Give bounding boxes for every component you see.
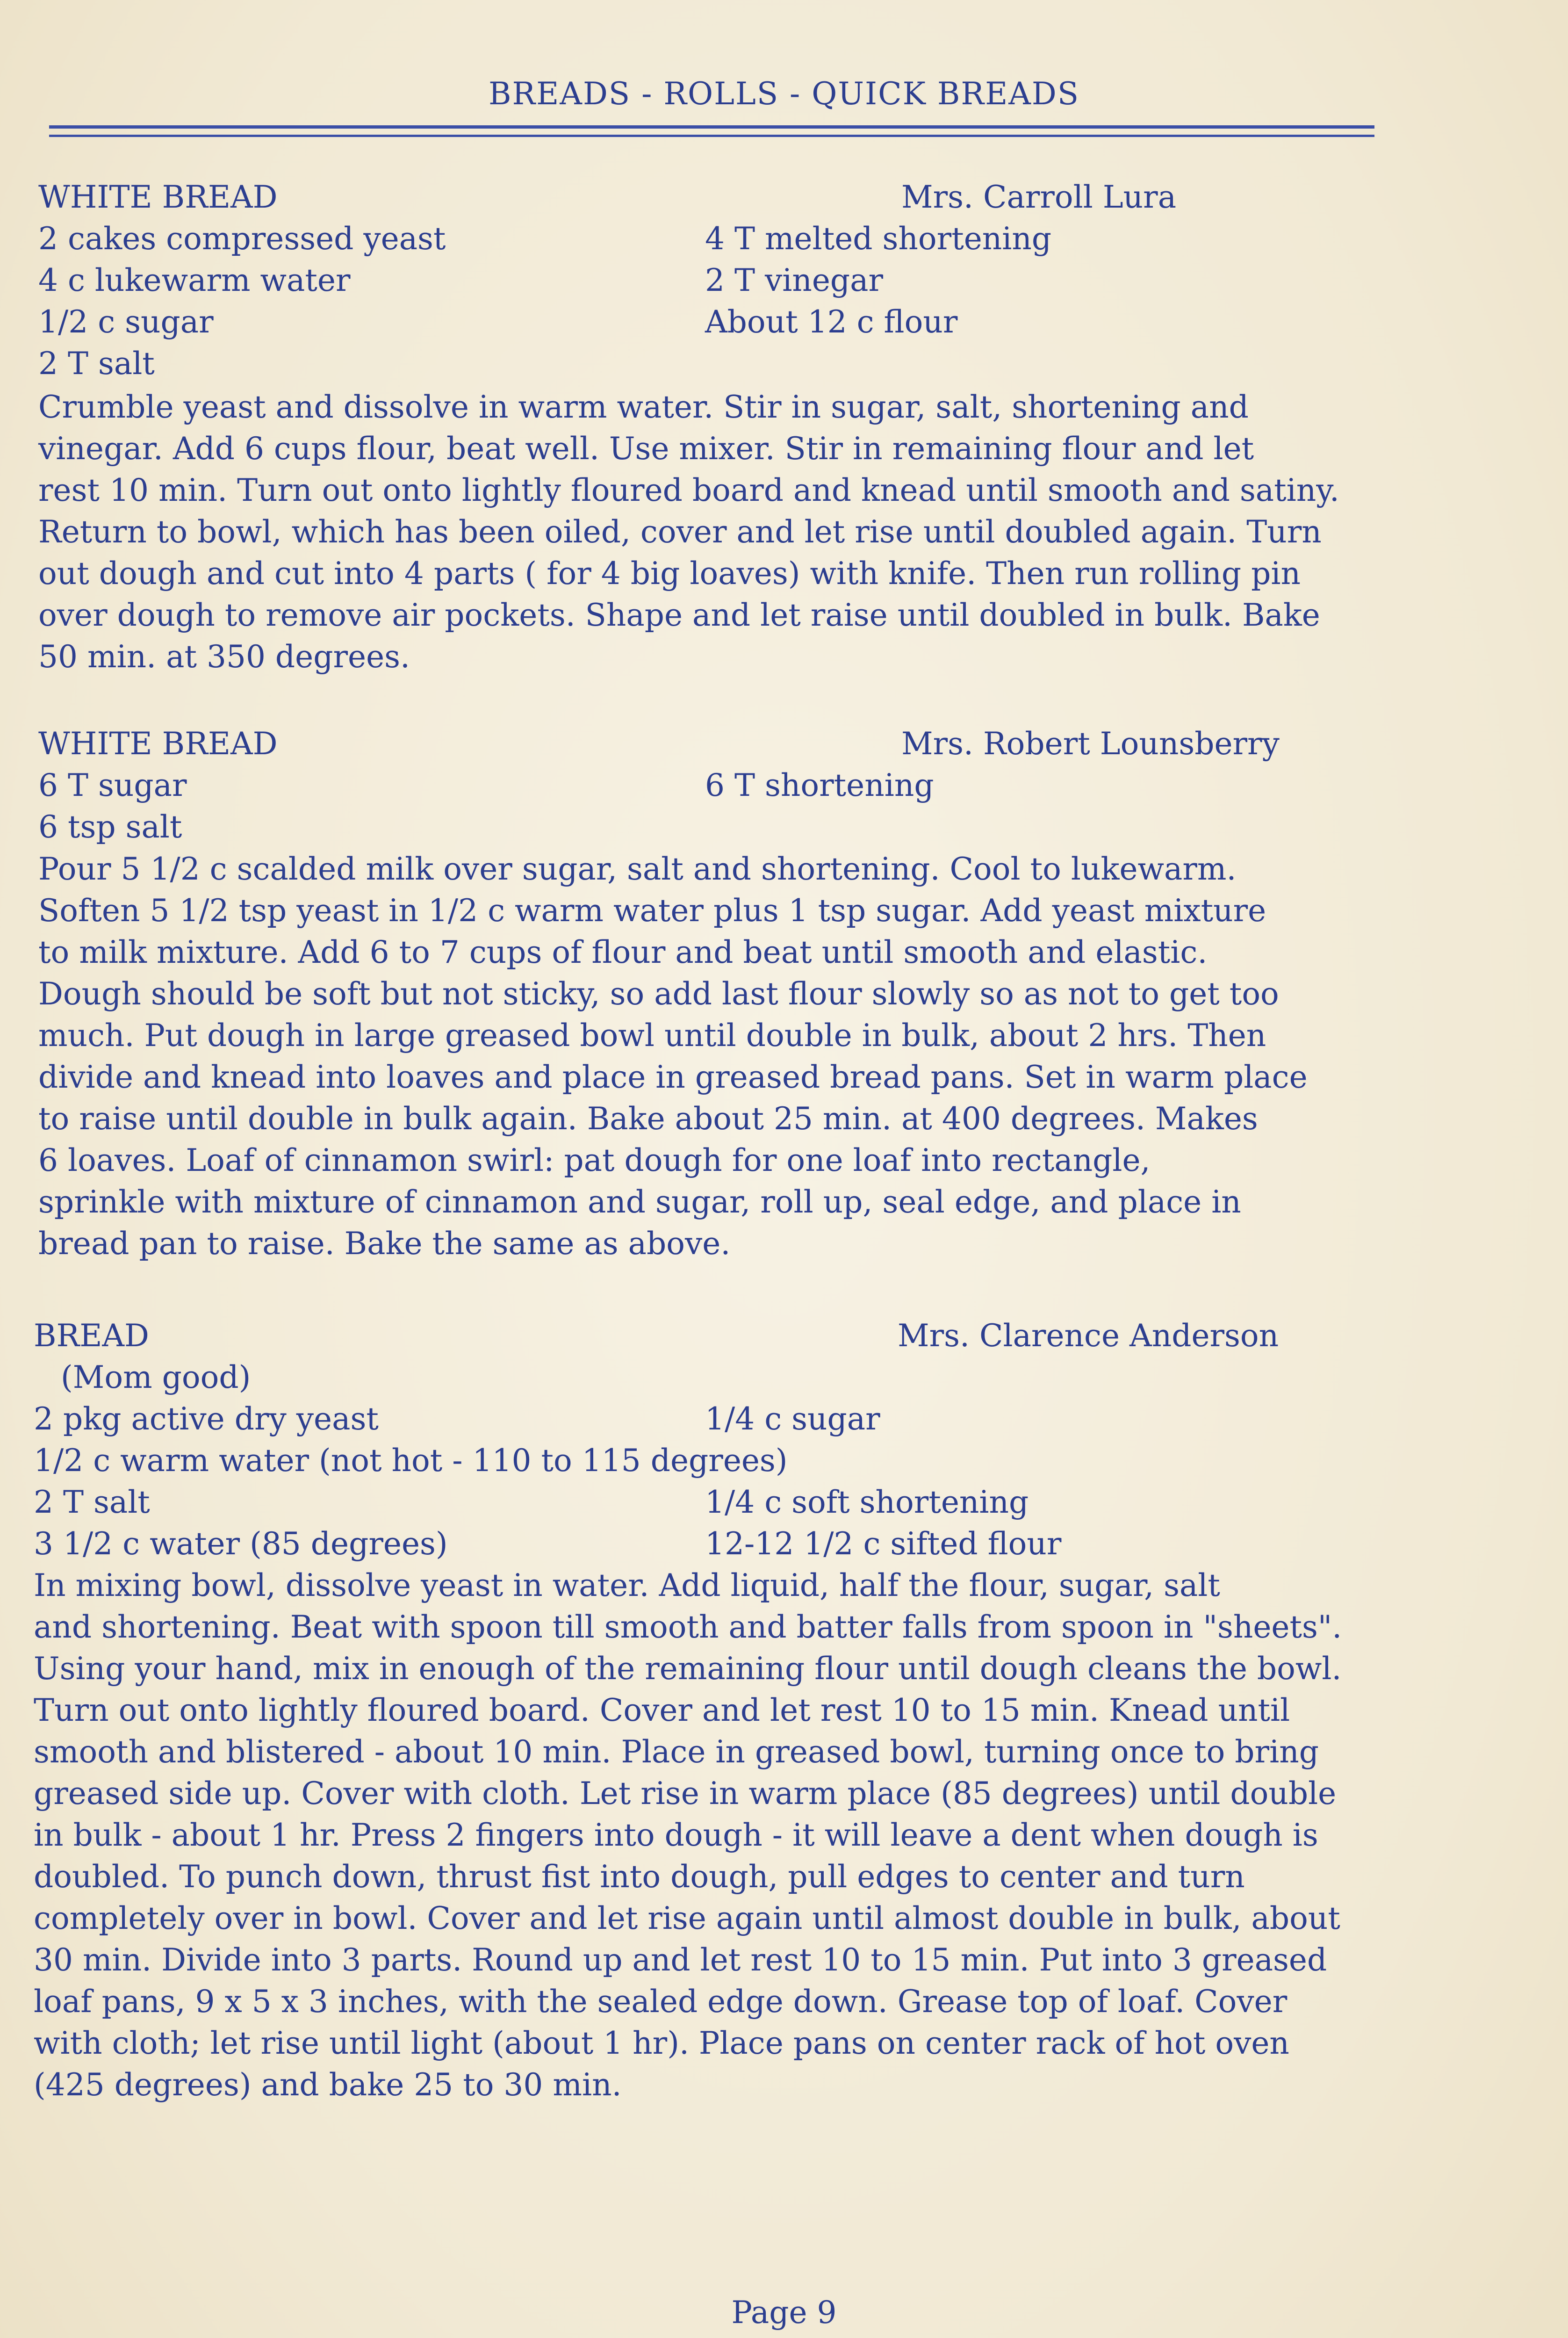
recipe-2-direction-line: bread pan to raise. Bake the same as above. — [38, 1226, 731, 1262]
recipe-1-author: Mrs. Carroll Lura — [901, 179, 1177, 215]
recipe-1-direction-line: vinegar. Add 6 cups flour, beat well. Use mixer. Stir in remaining flour and let — [38, 431, 1254, 467]
recipe-1-ingredient-left-3: 1/2 c sugar — [38, 304, 214, 340]
recipe-3-ingredient-left-4: 3 1/2 c water (85 degrees) — [34, 1526, 448, 1562]
recipe-1-direction-line: rest 10 min. Turn out onto lightly floured board and knead until smooth and satiny. — [38, 472, 1339, 508]
recipe-3-title: BREAD — [34, 1318, 149, 1354]
recipe-3-ingredient-right-3: 12-12 1/2 c sifted flour — [705, 1526, 1062, 1562]
recipe-2-direction-line: Pour 5 1/2 c scalded milk over sugar, salt and shortening. Cool to lukewarm. — [38, 851, 1237, 887]
recipe-3-direction-line: and shortening. Beat with spoon till smooth and batter falls from spoon in "sheets". — [34, 1609, 1342, 1645]
recipe-1-ingredient-left-4: 2 T salt — [38, 346, 155, 382]
recipe-3-direction-line: 30 min. Divide into 3 parts. Round up and let rest 10 to 15 min. Put into 3 greased — [34, 1942, 1327, 1978]
recipe-2-direction-line: 6 loaves. Loaf of cinnamon swirl: pat dough for one loaf into rectangle, — [38, 1142, 1151, 1178]
recipe-3-direction-line: In mixing bowl, dissolve yeast in water. Add liquid, half the flour, sugar, salt — [34, 1567, 1220, 1603]
recipe-3-direction-line: (425 degrees) and bake 25 to 30 min. — [34, 2067, 622, 2103]
recipe-2-direction-line: Soften 5 1/2 tsp yeast in 1/2 c warm water plus 1 tsp sugar. Add yeast mixture — [38, 893, 1266, 929]
recipe-3-ingredient-right-1: 1/4 c sugar — [705, 1401, 880, 1437]
recipe-3-direction-line: in bulk - about 1 hr. Press 2 fingers into dough - it will leave a dent when dough is — [34, 1817, 1318, 1853]
recipe-3-ingredient-left-2: 1/2 c warm water (not hot - 110 to 115 degrees) — [34, 1443, 788, 1479]
recipe-3-direction-line: completely over in bowl. Cover and let rise again until almost double in bulk, about — [34, 1900, 1340, 1936]
recipe-1-ingredient-left-1: 2 cakes compressed yeast — [38, 221, 446, 257]
recipe-2-direction-line: to raise until double in bulk again. Bake about 25 min. at 400 degrees. Makes — [38, 1101, 1258, 1137]
section-header: BREADS - ROLLS - QUICK BREADS — [488, 76, 1080, 112]
recipe-1-direction-line: out dough and cut into 4 parts ( for 4 big loaves) with knife. Then run rolling pin — [38, 556, 1301, 592]
recipe-3-direction-line: greased side up. Cover with cloth. Let rise in warm place (85 degrees) until double — [34, 1775, 1337, 1811]
header-rule-top — [49, 125, 1374, 129]
recipe-2-author: Mrs. Robert Lounsberry — [901, 726, 1280, 762]
recipe-3-direction-line: doubled. To punch down, thrust fist into dough, pull edges to center and turn — [34, 1859, 1245, 1895]
recipe-1-direction-line: Crumble yeast and dissolve in warm water. Stir in sugar, salt, shortening and — [38, 389, 1249, 425]
recipe-3-direction-line: with cloth; let rise until light (about 1 hr). Place pans on center rack of hot oven — [34, 2025, 1289, 2061]
recipe-2-direction-line: to milk mixture. Add 6 to 7 cups of flour and beat until smooth and elastic. — [38, 934, 1208, 970]
page-number: Page 9 — [731, 2295, 837, 2331]
recipe-3-direction-line: loaf pans, 9 x 5 x 3 inches, with the sealed edge down. Grease top of loaf. Cover — [34, 1984, 1287, 2020]
recipe-3-direction-line: smooth and blistered - about 10 min. Place in greased bowl, turning once to bring — [34, 1734, 1319, 1770]
recipe-3-direction-line: Using your hand, mix in enough of the remaining flour until dough cleans the bowl. — [34, 1651, 1342, 1687]
recipe-2-ingredient-left-1: 6 T sugar — [38, 767, 187, 803]
recipe-1-ingredient-right-2: 2 T vinegar — [705, 262, 884, 298]
recipe-2-direction-line: Dough should be soft but not sticky, so add last flour slowly so as not to get too — [38, 976, 1279, 1012]
recipe-2-direction-line: divide and knead into loaves and place in greased bread pans. Set in warm place — [38, 1059, 1308, 1095]
recipe-2-title: WHITE BREAD — [38, 726, 278, 762]
recipe-1-direction-line: 50 min. at 350 degrees. — [38, 639, 410, 675]
recipe-3-author: Mrs. Clarence Anderson — [898, 1318, 1279, 1354]
recipe-3-ingredient-left-3: 2 T salt — [34, 1484, 150, 1520]
header-rule-bottom — [49, 135, 1374, 137]
recipe-1-title: WHITE BREAD — [38, 179, 278, 215]
recipe-2-direction-line: sprinkle with mixture of cinnamon and sugar, roll up, seal edge, and place in — [38, 1184, 1241, 1220]
recipe-3-direction-line: Turn out onto lightly floured board. Cover and let rest 10 to 15 min. Knead until — [34, 1692, 1290, 1728]
recipe-1-direction-line: over dough to remove air pockets. Shape and let raise until doubled in bulk. Bake — [38, 597, 1320, 633]
recipe-1-direction-line: Return to bowl, which has been oiled, cover and let rise until doubled again. Turn — [38, 514, 1322, 550]
recipe-1-ingredient-right-1: 4 T melted shortening — [705, 221, 1052, 257]
recipe-3-ingredient-right-2: 1/4 c soft shortening — [705, 1484, 1029, 1520]
recipe-3-subtitle: (Mom good) — [61, 1359, 251, 1395]
recipe-1-ingredient-left-2: 4 c lukewarm water — [38, 262, 351, 298]
recipe-2-direction-line: much. Put dough in large greased bowl until double in bulk, about 2 hrs. Then — [38, 1017, 1266, 1054]
recipe-1-ingredient-right-3: About 12 c flour — [705, 304, 958, 340]
recipe-3-ingredient-left-1: 2 pkg active dry yeast — [34, 1401, 379, 1437]
recipe-2-ingredient-left-2: 6 tsp salt — [38, 809, 182, 845]
recipe-2-ingredient-right-1: 6 T shortening — [705, 767, 934, 803]
